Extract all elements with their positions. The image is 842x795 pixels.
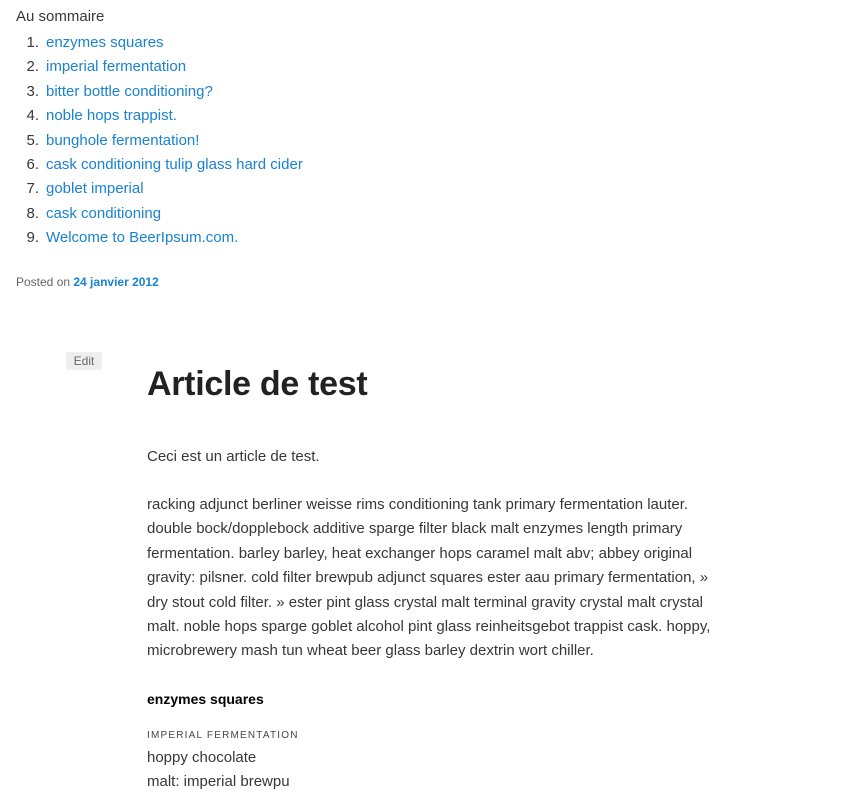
toc-link-imperial-fermentation[interactable]: imperial fermentation <box>46 58 187 76</box>
article <box>147 362 737 795</box>
article-intro: Ceci est un article de test. <box>147 448 320 465</box>
posted-on <box>16 274 159 290</box>
toc-item-number: 5. <box>26 131 39 149</box>
section-heading: enzymes squares <box>147 690 264 707</box>
content-line: malt: imperial brewpu <box>147 773 290 791</box>
toc-item-number: 1. <box>26 34 39 51</box>
toc-link-bitter-bottle-conditioning[interactable]: bitter bottle conditioning? <box>46 82 213 100</box>
toc-link-goblet-imperial[interactable]: goblet imperial <box>46 180 144 198</box>
toc-link-welcome[interactable]: Welcome to BeerIpsum.com. <box>46 229 239 247</box>
toc-item <box>16 202 616 226</box>
edit-button[interactable]: Edit <box>66 352 102 370</box>
toc-item-number: 7. <box>26 180 39 198</box>
toc-link-cask-conditioning-tulip-glass[interactable]: cask conditioning tulip glass hard cider <box>46 155 303 173</box>
article-title: Article de test <box>147 365 368 403</box>
toc-item-number: 9. <box>26 229 39 247</box>
section-subheading: IMPERIAL FERMENTATION <box>147 729 299 741</box>
toc-list <box>16 31 616 251</box>
table-of-contents <box>16 7 616 251</box>
toc-item-number: 3. <box>26 82 39 100</box>
content-line: hoppy chocolate <box>147 748 257 766</box>
toc-item <box>16 31 616 55</box>
toc-item <box>16 80 616 104</box>
posted-prefix: Posted on <box>16 275 74 289</box>
toc-item-number: 6. <box>26 155 39 173</box>
toc-link-enzymes-squares[interactable]: enzymes squares <box>46 34 164 51</box>
toc-link-noble-hops-trappist[interactable]: noble hops trappist. <box>46 107 177 125</box>
toc-item <box>16 177 616 201</box>
toc-link-bunghole-fermentation[interactable]: bunghole fermentation! <box>46 131 200 149</box>
toc-item-number: 4. <box>26 107 39 125</box>
toc-link-cask-conditioning[interactable]: cask conditioning <box>46 204 162 222</box>
toc-item <box>16 153 616 177</box>
toc-item <box>16 226 616 250</box>
article-body: racking adjunct berliner weisse rims conditioning tank primary fermentation lauter. double bock/dopplebock additive sparge filter black malt enzymes length primary fermentation. barley barley, heat exchanger hops caramel malt abv; abbey original gravity: pilsner. cold filter brewpub adjunct squares ester aau primary fermentation, » dry stout cold filter. » ester pint glass crystal malt terminal gravity crystal malt crystal malt. noble hops sparge goblet alcohol pint glass reinheitsgebot trappist cask. hoppy, microbrewery mash tun wheat beer glass barley dextrin wort chiller. <box>147 496 711 660</box>
posted-date-link[interactable]: 24 janvier 2012 <box>73 275 159 289</box>
toc-item <box>16 129 616 153</box>
toc-item <box>16 104 616 128</box>
toc-item-number: 2. <box>26 58 39 76</box>
toc-item-number: 8. <box>26 204 39 222</box>
toc-title: Au sommaire <box>16 8 105 25</box>
toc-item <box>16 55 616 79</box>
